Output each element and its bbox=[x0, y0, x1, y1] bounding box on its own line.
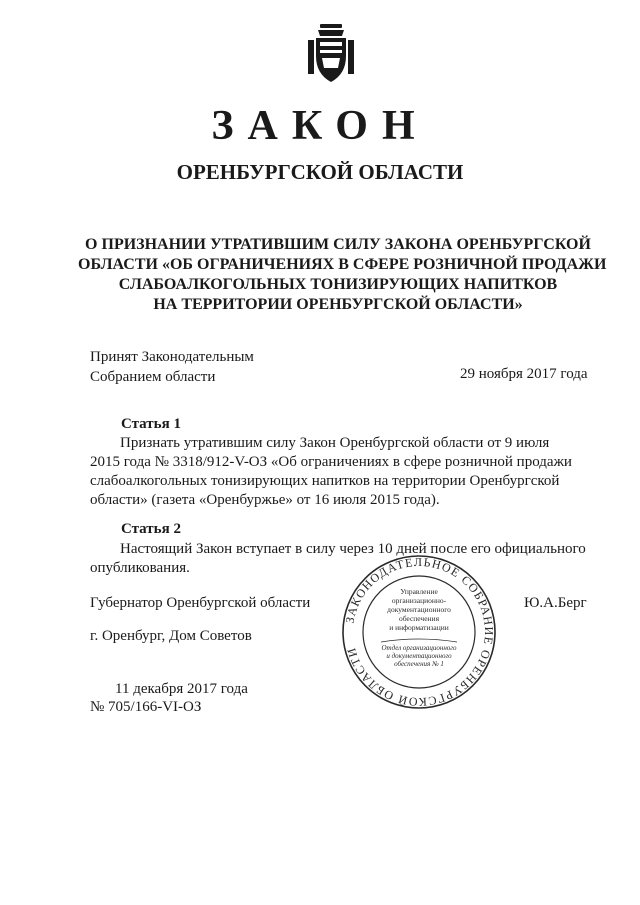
article-1-heading: Статья 1 bbox=[121, 416, 181, 432]
seal-dept-line: Отдел организационного bbox=[381, 644, 457, 652]
accepted-by-line-2: Собранием области bbox=[90, 369, 216, 385]
accepted-by-line-1: Принят Законодательным bbox=[90, 349, 254, 365]
seal-inner-line: обеспечения bbox=[398, 614, 440, 623]
law-subject bbox=[78, 235, 607, 315]
coat-of-arms-emblem bbox=[306, 22, 356, 86]
signing-date: 11 декабря 2017 года bbox=[115, 681, 248, 697]
governor-position: Губернатор Оренбургской области bbox=[90, 595, 311, 611]
article-2-line: Настоящий Закон вступает в силу через 10 дней после его официального bbox=[120, 541, 586, 557]
document-title: ЗАКОН bbox=[211, 103, 429, 149]
seal-dept-line: обеспечения № 1 bbox=[394, 660, 444, 668]
subject-line: СЛАБОАЛКОГОЛЬНЫХ ТОНИЗИРУЮЩИХ НАПИТКОВ bbox=[118, 276, 558, 293]
signing-place: г. Оренбург, Дом Советов bbox=[90, 628, 252, 644]
subject-line: О ПРИЗНАНИИ УТРАТИВШИМ СИЛУ ЗАКОНА ОРЕНБУРГСКОЙ bbox=[85, 236, 591, 253]
official-seal bbox=[341, 554, 497, 710]
article-2-line: опубликования. bbox=[90, 560, 190, 576]
seal-inner-line: документационного bbox=[387, 605, 451, 614]
seal-dept-line: и документационного bbox=[386, 652, 452, 660]
seal-inner-line: и информатизации bbox=[389, 623, 449, 632]
document-region: ОРЕНБУРГСКОЙ ОБЛАСТИ bbox=[176, 160, 464, 184]
article-1-line: Признать утратившим силу Закон Оренбургской области от 9 июля bbox=[120, 435, 550, 451]
svg-text:ЗАКОНОДАТЕЛЬНОЕ СОБРАНИЕ ОРЕНБ bbox=[343, 555, 496, 709]
article-1-line: 2015 года № 3318/912-V-ОЗ «Об ограничениях в сфере розничной продажи bbox=[90, 454, 572, 470]
governor-name: Ю.А.Берг bbox=[524, 595, 587, 611]
article-1-body bbox=[90, 434, 588, 510]
article-1-line: слабоалкогольных тонизирующих напитков на территории Оренбургской bbox=[90, 473, 560, 489]
seal-inner-line: организационно- bbox=[391, 596, 447, 605]
accepted-date: 29 ноября 2017 года bbox=[460, 366, 588, 382]
seal-inner-line: Управление bbox=[400, 587, 438, 596]
seal-outer-text: ЗАКОНОДАТЕЛЬНОЕ СОБРАНИЕ ОРЕНБУРГСКОЙ ОБЛАСТИ bbox=[342, 554, 497, 710]
article-2-heading: Статья 2 bbox=[121, 521, 181, 537]
article-1-line: области» (газета «Оренбуржье» от 16 июля 2015 года). bbox=[90, 492, 440, 508]
law-number: № 705/166-VI-ОЗ bbox=[90, 699, 202, 715]
subject-line: ОБЛАСТИ «ОБ ОГРАНИЧЕНИЯХ В СФЕРЕ РОЗНИЧНОЙ ПРОДАЖИ bbox=[78, 256, 607, 273]
subject-line: НА ТЕРРИТОРИИ ОРЕНБУРГСКОЙ ОБЛАСТИ» bbox=[153, 296, 523, 313]
